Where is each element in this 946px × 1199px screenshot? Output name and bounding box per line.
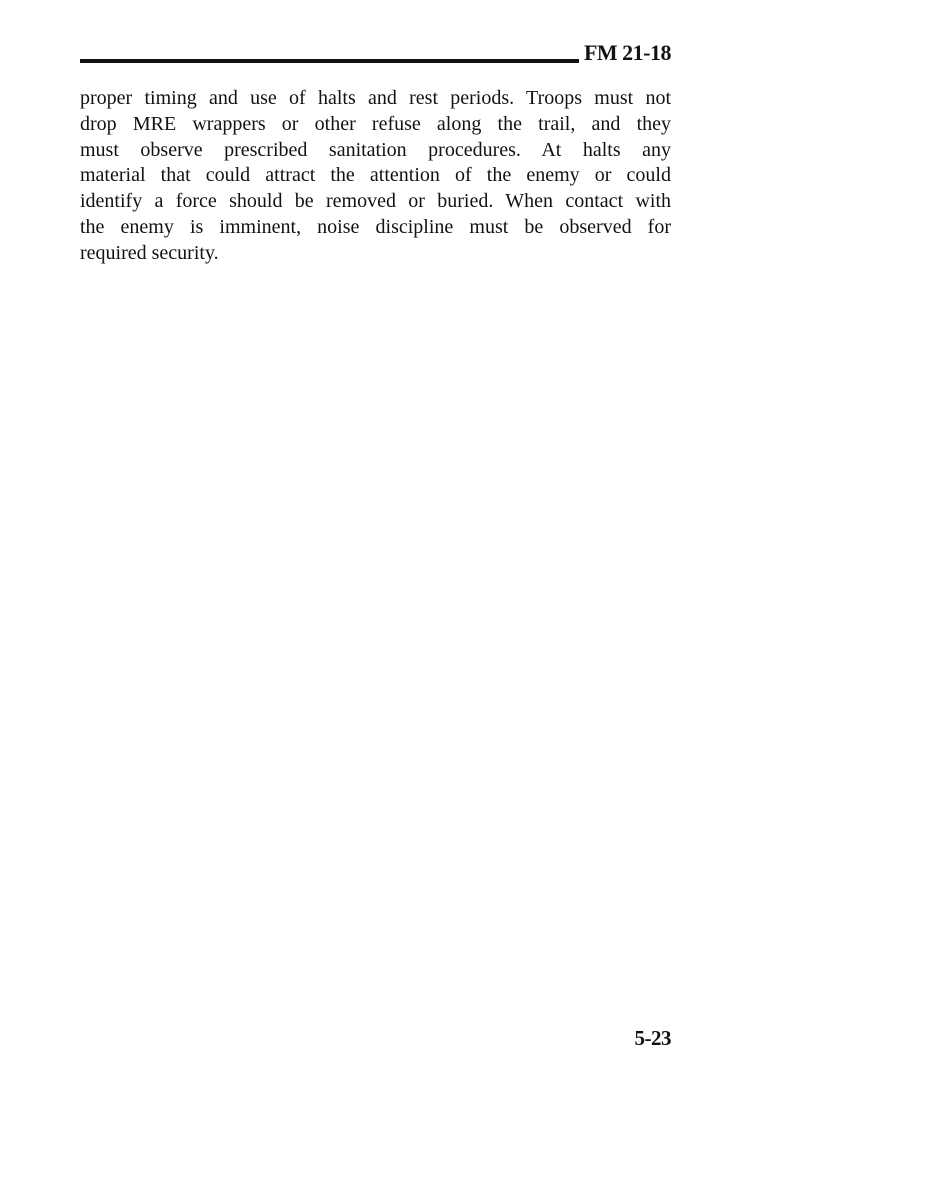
paragraph-line: required security. <box>80 241 219 264</box>
paragraph-line: material that could attract the attention of the enemy or could <box>80 164 671 187</box>
page-header <box>80 42 671 64</box>
paragraph-line: identify a force should be removed or buried. When contact with <box>80 190 671 213</box>
document-id-label: FM 21-18 <box>583 40 671 65</box>
paragraph-line: the enemy is imminent, noise discipline must be observed for <box>80 215 671 238</box>
text-column <box>80 0 671 1199</box>
page-footer <box>80 1026 671 1051</box>
paragraph-line: proper timing and use of halts and rest periods. Troops must not <box>80 87 671 109</box>
page-number: 5-23 <box>634 1026 671 1050</box>
paragraph-line: must observe prescribed sanitation procedures. At halts any <box>80 138 671 161</box>
body-paragraph <box>80 86 671 267</box>
header-rule-line <box>80 59 579 63</box>
paragraph-line: drop MRE wrappers or other refuse along the trail, and they <box>80 112 671 135</box>
